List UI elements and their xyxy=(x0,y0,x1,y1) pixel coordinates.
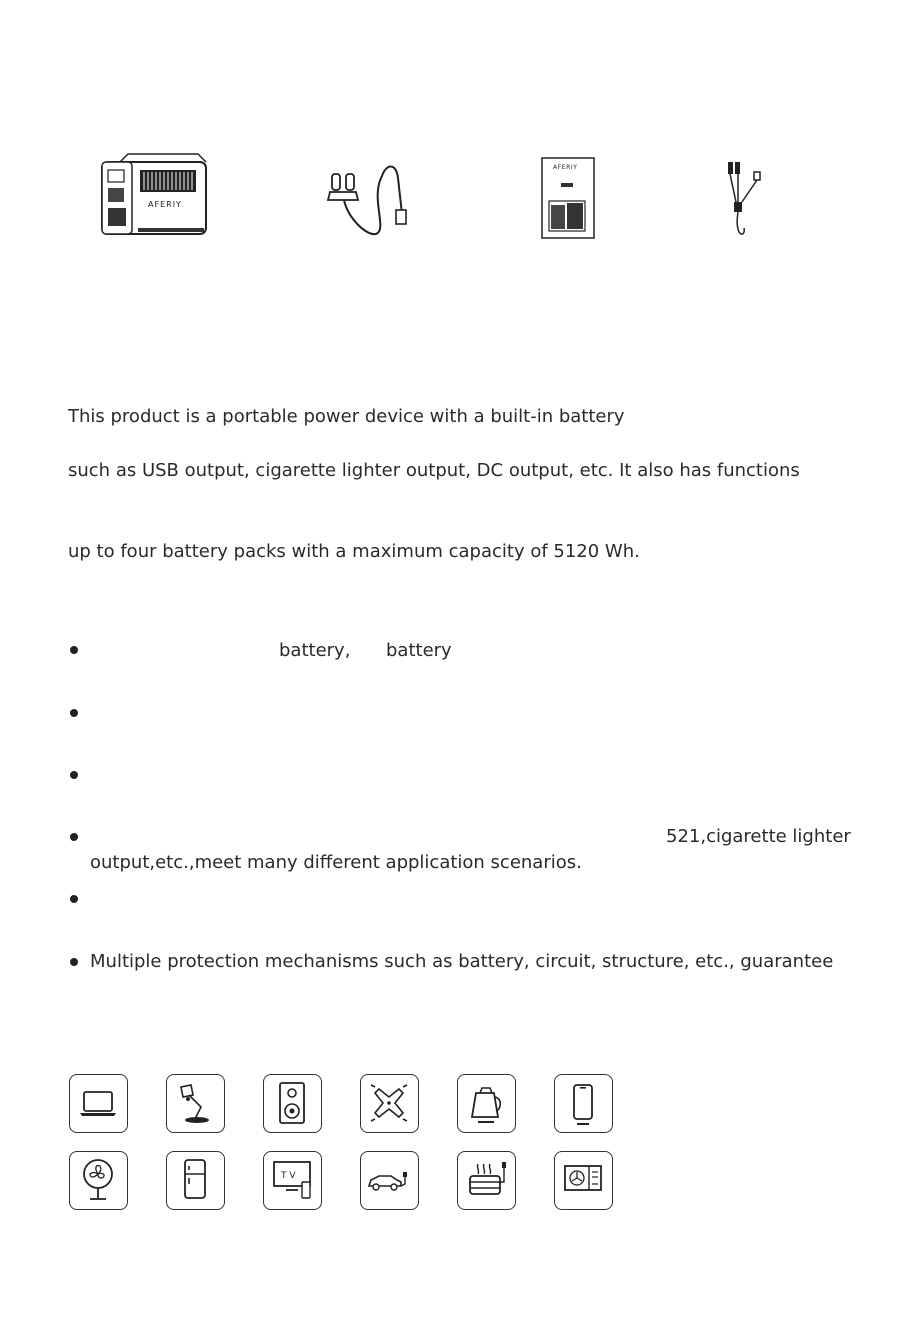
feature-4-text-a: 521,cigarette lighter xyxy=(666,826,851,847)
power-station-image xyxy=(100,150,212,238)
svg-text:T V: T V xyxy=(281,1171,296,1181)
air-conditioner-icon xyxy=(554,1151,613,1210)
phone-icon xyxy=(554,1074,613,1133)
charging-cable-image xyxy=(326,158,412,240)
feature-4-text-b: output,etc.,meet many different application scenarios. xyxy=(90,852,582,873)
laptop-icon xyxy=(69,1074,128,1133)
description-line-1: This product is a portable power device with a built-in battery xyxy=(68,406,625,427)
speaker-icon xyxy=(263,1074,322,1133)
bullet-dot xyxy=(70,771,78,779)
feature-6-text: Multiple protection mechanisms such as battery, circuit, structure, etc., guarantee xyxy=(90,951,834,972)
electric-blanket-icon xyxy=(457,1151,516,1210)
electric-car-icon xyxy=(360,1151,419,1210)
feature-1-text-b: battery xyxy=(386,640,452,661)
user-manual-image xyxy=(541,157,595,239)
description-line-3: up to four battery packs with a maximum capacity of 5120 Wh. xyxy=(68,541,640,562)
kettle-icon xyxy=(457,1074,516,1133)
tv-icon xyxy=(263,1151,322,1210)
bullet-dot xyxy=(70,833,78,841)
description-line-2: such as USB output, cigarette lighter output, DC output, etc. It also has functions xyxy=(68,460,800,481)
drone-icon xyxy=(360,1074,419,1133)
usb-cable-image xyxy=(722,158,770,240)
fridge-icon xyxy=(166,1151,225,1210)
bullet-dot xyxy=(70,709,78,717)
bullet-dot xyxy=(70,958,78,966)
brand-logo: AFERIY xyxy=(148,200,182,209)
bullet-dot xyxy=(70,646,78,654)
feature-1-text-a: battery, xyxy=(279,640,351,661)
fan-icon xyxy=(69,1151,128,1210)
desk-lamp-icon xyxy=(166,1074,225,1133)
manual-brand-logo: AFERIY xyxy=(553,164,578,171)
bullet-dot xyxy=(70,895,78,903)
